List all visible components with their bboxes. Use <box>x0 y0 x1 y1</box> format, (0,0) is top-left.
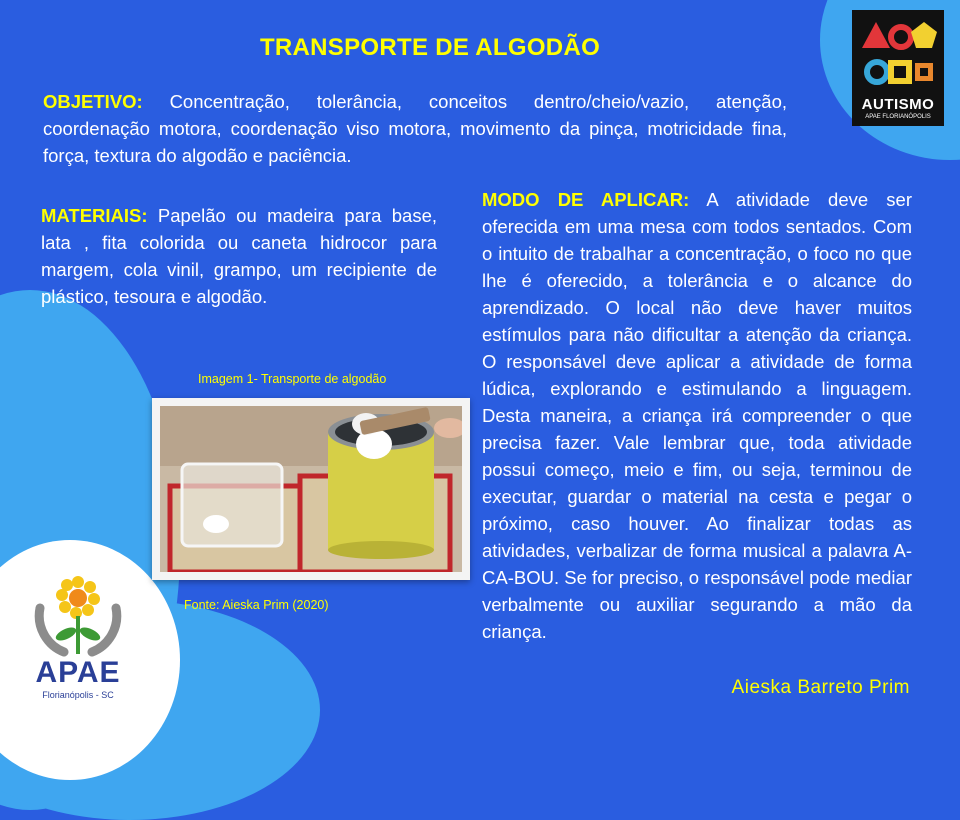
objetivo-paragraph <box>43 88 787 169</box>
autismo-logo <box>852 10 944 126</box>
materiais-text: Papelão ou madeira para base, lata , fita colorida ou caneta hidrocor para margem, cola vinil, grampo, um recipiente de plástico, tesoura e algodão. <box>41 205 437 307</box>
apae-logo-name: APAE <box>35 656 121 689</box>
activity-photo <box>152 398 470 580</box>
autismo-logo-name: AUTISMO <box>861 96 935 113</box>
objetivo-text: Concentração, tolerância, conceitos dentro/cheio/vazio, atenção, coordenação motora, coordenação viso motora, movimento da pinça, motricidade fina, força, textura do algodão e paciência. <box>43 91 788 166</box>
modo-label: MODO DE APLICAR: <box>482 189 690 210</box>
objetivo-label: OBJETIVO: <box>43 91 143 112</box>
apae-logo-flower <box>18 568 138 658</box>
modo-paragraph <box>482 186 912 645</box>
activity-photo-illustration <box>160 406 462 572</box>
materiais-paragraph <box>41 202 437 310</box>
apae-logo-subtitle: Florianópolis - SC <box>42 690 114 700</box>
apae-logo <box>18 568 138 702</box>
autismo-logo-shapes <box>852 10 944 100</box>
page-title: TRANSPORTE DE ALGODÃO <box>259 34 601 61</box>
materiais-label: MATERIAIS: <box>41 205 148 226</box>
autismo-logo-subtitle: APAE FLORIANÓPOLIS <box>865 114 931 120</box>
image-source: Fonte: Aieska Prim (2020) <box>184 598 329 612</box>
author-name: Aieska Barreto Prim <box>731 677 910 698</box>
image-caption: Imagem 1- Transporte de algodão <box>198 372 387 386</box>
modo-text: A atividade deve ser oferecida em uma mesa com todos sentados. Com o intuito de trabalhar a concentração, o foco no que lhe é oferecido, a tolerância e o alcance do aprendizado. O local não deve haver muitos estímulos para não dificultar a atenção da criança. O responsável deve aplicar a atividade de forma lúdica, explorando e estimulando a linguagem. Desta maneira, a criança irá compreender o que precisa fazer. Vale lembrar que, toda atividade possui começo, meio e fim, ou seja, terminou de executar, guardar o material na cesta e pegar o próximo, caso houver. Ao finalizar todas as atividades, verbalizar de forma musical a palavra A-CA-BOU. Se for preciso, o responsável pode mediar verbalmente ou auxiliar segurando a mão da criança. <box>482 189 912 642</box>
